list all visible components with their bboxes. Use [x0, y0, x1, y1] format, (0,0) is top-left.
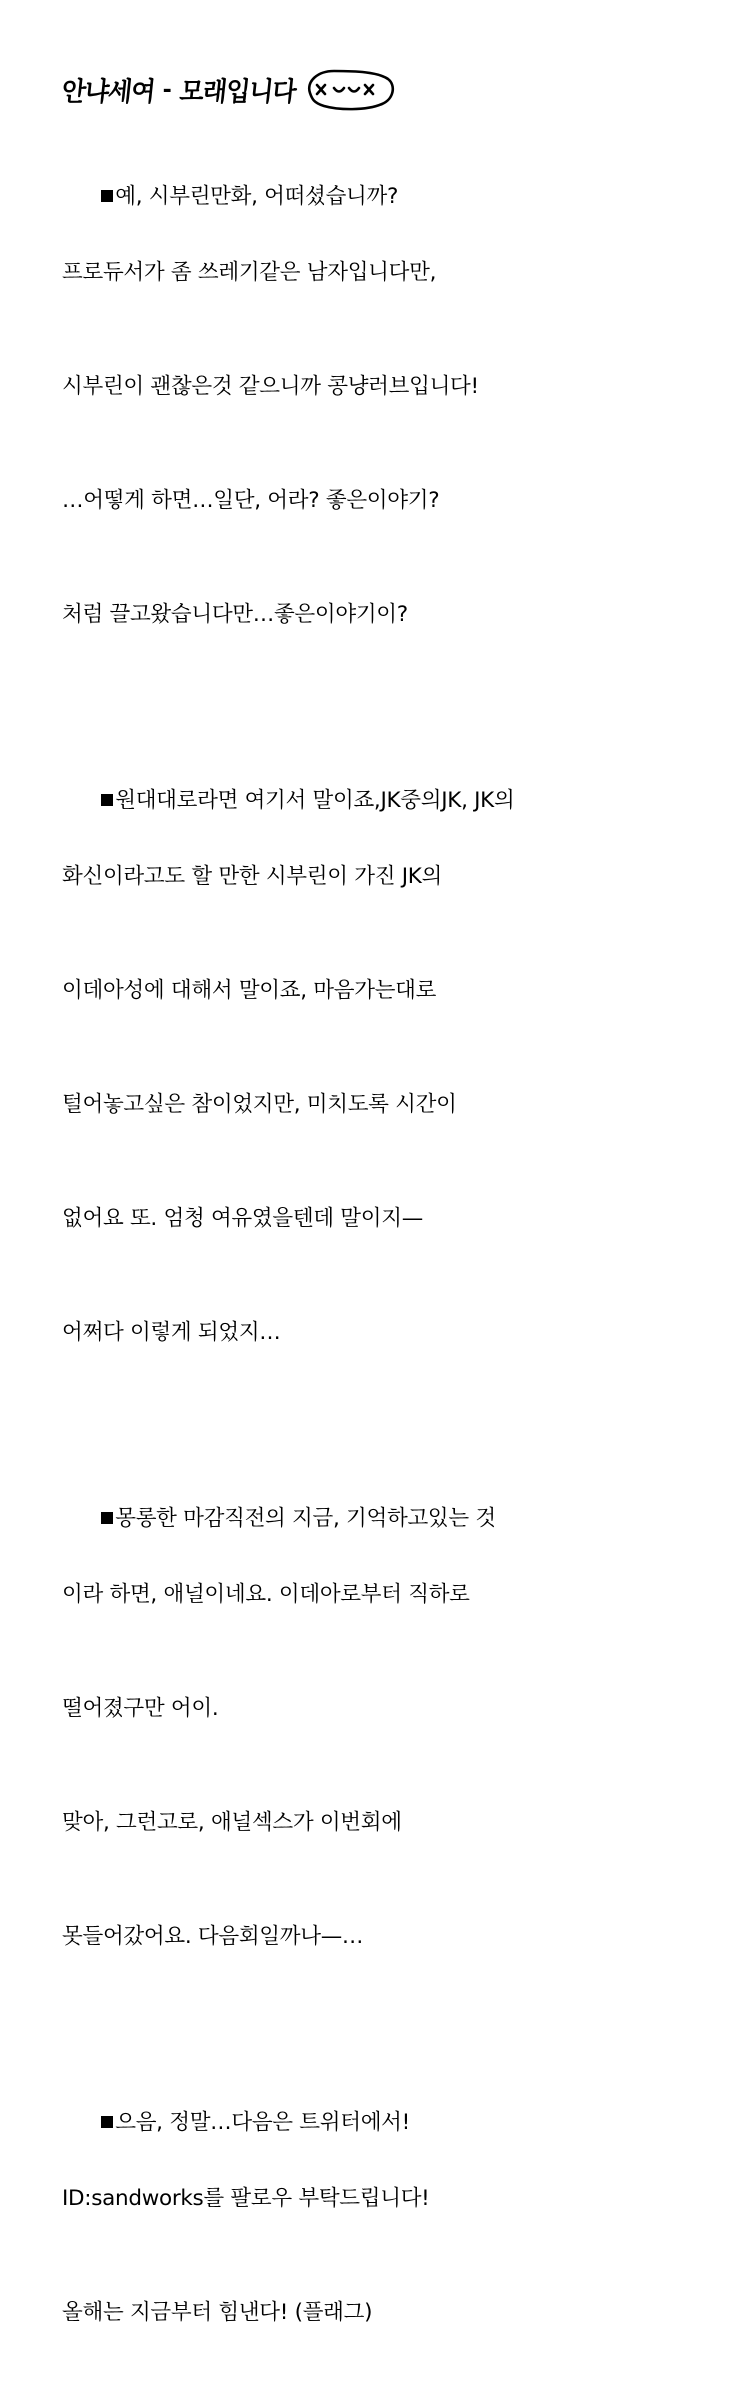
- paragraph-2-line-6: 어쩌다 이렇게 되었지…: [62, 1320, 281, 1345]
- square-bullet-icon: [101, 2116, 113, 2128]
- paragraph-3-line-2: 이라 하면, 애널이네요. 이데아로부터 직하로: [62, 1582, 470, 1607]
- paragraph-2: [62, 744, 680, 1428]
- paragraph-3-line-4: 맞아, 그런고로, 애널섹스가 이번회에: [62, 1810, 402, 1835]
- paragraph-4-line-1: 으음, 정말…다음은 트위터에서!: [115, 2110, 410, 2135]
- paragraph-1-line-4: …어떻게 하면…일단, 어라? 좋은이야기?: [62, 488, 440, 513]
- paragraph-4-line-3: 올해는 지금부터 힘낸다! (플래그): [62, 2300, 373, 2325]
- paragraph-4: [62, 2066, 680, 2408]
- paragraph-1: [62, 140, 680, 710]
- heading-name: 모래입니다: [177, 76, 297, 107]
- paragraph-1-line-2: 프로듀서가 좀 쓰레기같은 남자입니다만,: [62, 260, 437, 285]
- paragraph-4-line-2: ID:sandworks를 팔로우 부탁드립니다!: [62, 2186, 430, 2211]
- square-bullet-icon: [101, 794, 113, 806]
- afterword-body: [62, 140, 680, 2408]
- square-bullet-icon: [101, 1512, 113, 1524]
- paragraph-1-line-5: 처럼 끌고왔습니다만…좋은이야기이?: [62, 602, 408, 627]
- paragraph-2-line-2: 화신이라고도 할 만한 시부린이 가진 JK의: [62, 864, 443, 889]
- paragraph-2-line-3: 이데아성에 대해서 말이죠, 마음가는대로: [62, 978, 437, 1003]
- paragraph-1-line-1: 예, 시부린만화, 어떠셨습니까?: [115, 184, 399, 209]
- heading-dash: -: [162, 77, 172, 103]
- paragraph-1-line-3: 시부린이 괜찮은것 같으니까 콩냥러브입니다!: [62, 374, 479, 399]
- paragraph-3-line-1: 몽롱한 마감직전의 지금, 기억하고있는 것: [115, 1506, 496, 1531]
- handwritten-heading: [62, 60, 682, 120]
- smiling-blob-face-icon: [304, 69, 396, 111]
- paragraph-3-line-5: 못들어갔어요. 다음회일까나—…: [62, 1924, 364, 1949]
- square-bullet-icon: [101, 190, 113, 202]
- paragraph-2-line-4: 털어놓고싶은 참이었지만, 미치도록 시간이: [62, 1092, 457, 1117]
- paragraph-2-line-5: 없어요 또. 엄청 여유였을텐데 말이지—: [62, 1206, 423, 1231]
- heading-greeting: 안냐세여: [60, 76, 157, 107]
- paragraph-2-line-1: 원대대로라면 여기서 말이죠,JK중의JK, JK의: [115, 788, 515, 813]
- paragraph-3: [62, 1462, 680, 2032]
- paragraph-3-line-3: 떨어졌구만 어이.: [62, 1696, 219, 1721]
